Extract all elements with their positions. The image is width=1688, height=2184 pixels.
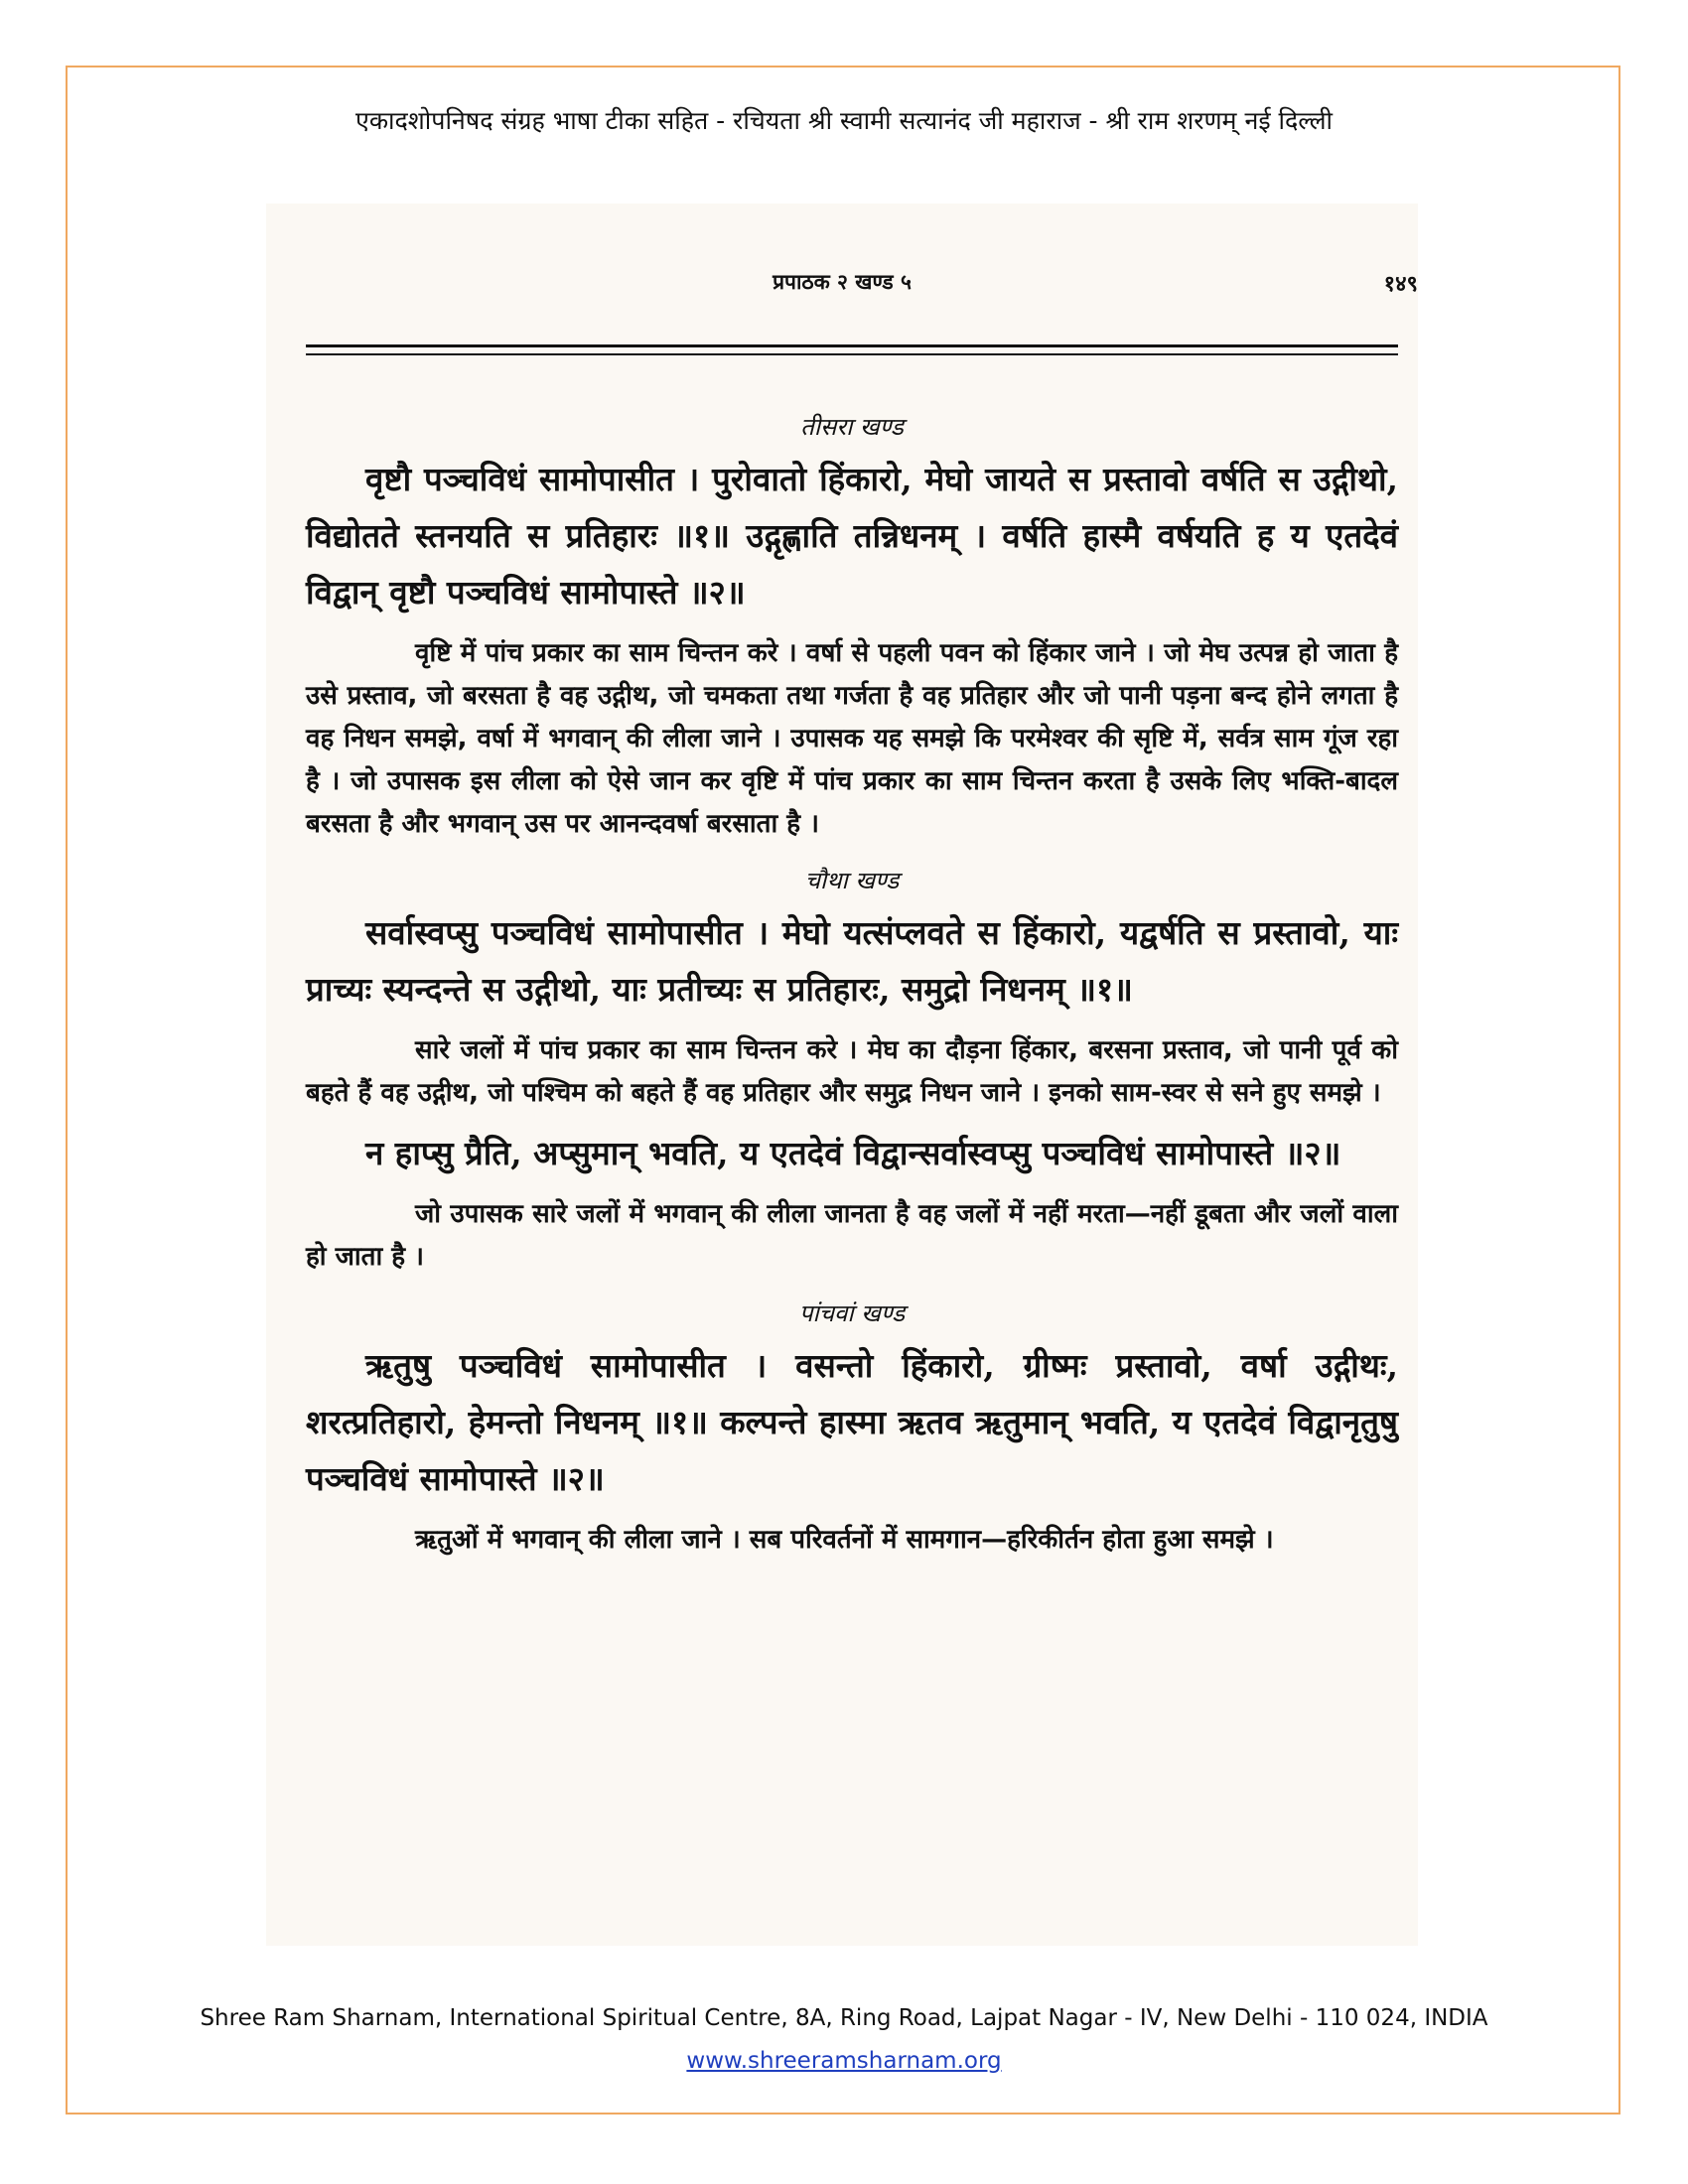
section-title-5: पांचवां खण्ड bbox=[798, 1299, 906, 1327]
scanned-page bbox=[266, 204, 1418, 1946]
website-link[interactable]: www.shreeramsharnam.org bbox=[686, 2048, 1002, 2074]
section-title-3: तीसरा खण्ड bbox=[800, 413, 904, 441]
sanskrit-verse: वृष्टौ पञ्चविधं सामोपासीत । पुरोवातो हिंकारो, मेघो जायते स प्रस्तावो वर्षति स उद्गीथो, विद्योतते स्तनयति स प्रतिहारः ॥१॥ उद्गृह्णाति तन्निधनम् । वर्षति हास्मै वर्षयति ह य एतदेवं विद्वान् वृष्टौ पञ्चविधं सामोपास्ते ॥२॥ bbox=[306, 460, 1398, 612]
hindi-commentary: जो उपासक सारे जलों में भगवान् की लीला जानता है वह जलों में नहीं मरता—नहीं डूबता और जलों वाला हो जाता है । bbox=[306, 1199, 1398, 1272]
page-content bbox=[306, 392, 1398, 1562]
hindi-commentary: ऋतुओं में भगवान् की लीला जाने । सब परिवर्तनों में सामगान—हरिकीर्तन होता हुआ समझे । bbox=[415, 1525, 1274, 1555]
running-head-title: प्रपाठक २ खण्ड ५ bbox=[773, 269, 912, 294]
header-rule bbox=[306, 344, 1398, 355]
document-header: एकादशोपनिषद संग्रह भाषा टीका सहित - रचियता श्री स्वामी सत्यानंद जी महाराज - श्री राम शरणम् नई दिल्ली bbox=[355, 106, 1333, 135]
hindi-commentary: वृष्टि में पांच प्रकार का साम चिन्तन करे । वर्षा से पहली पवन को हिंकार जाने । जो मेघ उत्पन्न हो जाता है उसे प्रस्ताव, जो बरसता है वह उद्गीथ, जो चमकता तथा गर्जता है वह प्रतिहार और जो पानी पड़ना बन्द होने लगता है वह निधन समझे, वर्षा में भगवान् की लीला जाने । उपासक यह समझे कि परमेश्वर की सृष्टि में, सर्वत्र साम गूंज रहा है । जो उपासक इस लीला को ऐसे जान कर वृष्टि में पांच प्रकार का साम चिन्तन करता है उसके लिए भक्ति-बादल बरसता है और भगवान् उस पर आनन्दवर्षा बरसाता है । bbox=[306, 638, 1398, 839]
footer-address: Shree Ram Sharnam, International Spiritual Centre, 8A, Ring Road, Lajpat Nagar - IV, New Delhi - 110 024, INDIA bbox=[200, 2005, 1488, 2031]
footer-link-wrapper bbox=[0, 2048, 1688, 2074]
sanskrit-verse: सर्वास्वप्सु पञ्चविधं सामोपासीत । मेघो यत्संप्लवते स हिंकारो, यद्वर्षति स प्रस्तावो, याः प्राच्यः स्यन्दन्ते स उद्गीथो, याः प्रतीच्यः स प्रतिहारः, समुद्रो निधनम् ॥१॥ bbox=[306, 913, 1398, 1009]
hindi-commentary: सारे जलों में पांच प्रकार का साम चिन्तन करे । मेघ का दौड़ना हिंकार, बरसना प्रस्ताव, जो पानी पूर्व को बहते हैं वह उद्गीथ, जो पश्चिम को बहते हैं वह प्रतिहार और समुद्र निधन जाने । इनको साम-स्वर से सने हुए समझे । bbox=[306, 1035, 1398, 1108]
running-head bbox=[266, 204, 1418, 297]
section-title-4: चौथा खण्ड bbox=[804, 867, 900, 894]
page-number: १४९ bbox=[1383, 271, 1418, 297]
sanskrit-verse: ऋतुषु पञ्चविधं सामोपासीत । वसन्तो हिंकारो, ग्रीष्मः प्रस्तावो, वर्षा उद्गीथः, शरत्प्रतिहारो, हेमन्तो निधनम् ॥१॥ कल्पन्ते हास्मा ऋतव ऋतुमान् भवति, य एतदेवं विद्वानृतुषु पञ्चविधं सामोपास्ते ॥२॥ bbox=[306, 1346, 1398, 1498]
sanskrit-verse: न हाप्सु प्रैति, अप्सुमान् भवति, य एतदेवं विद्वान्सर्वास्वप्सु पञ्चविधं सामोपास्ते ॥२॥ bbox=[365, 1134, 1341, 1172]
